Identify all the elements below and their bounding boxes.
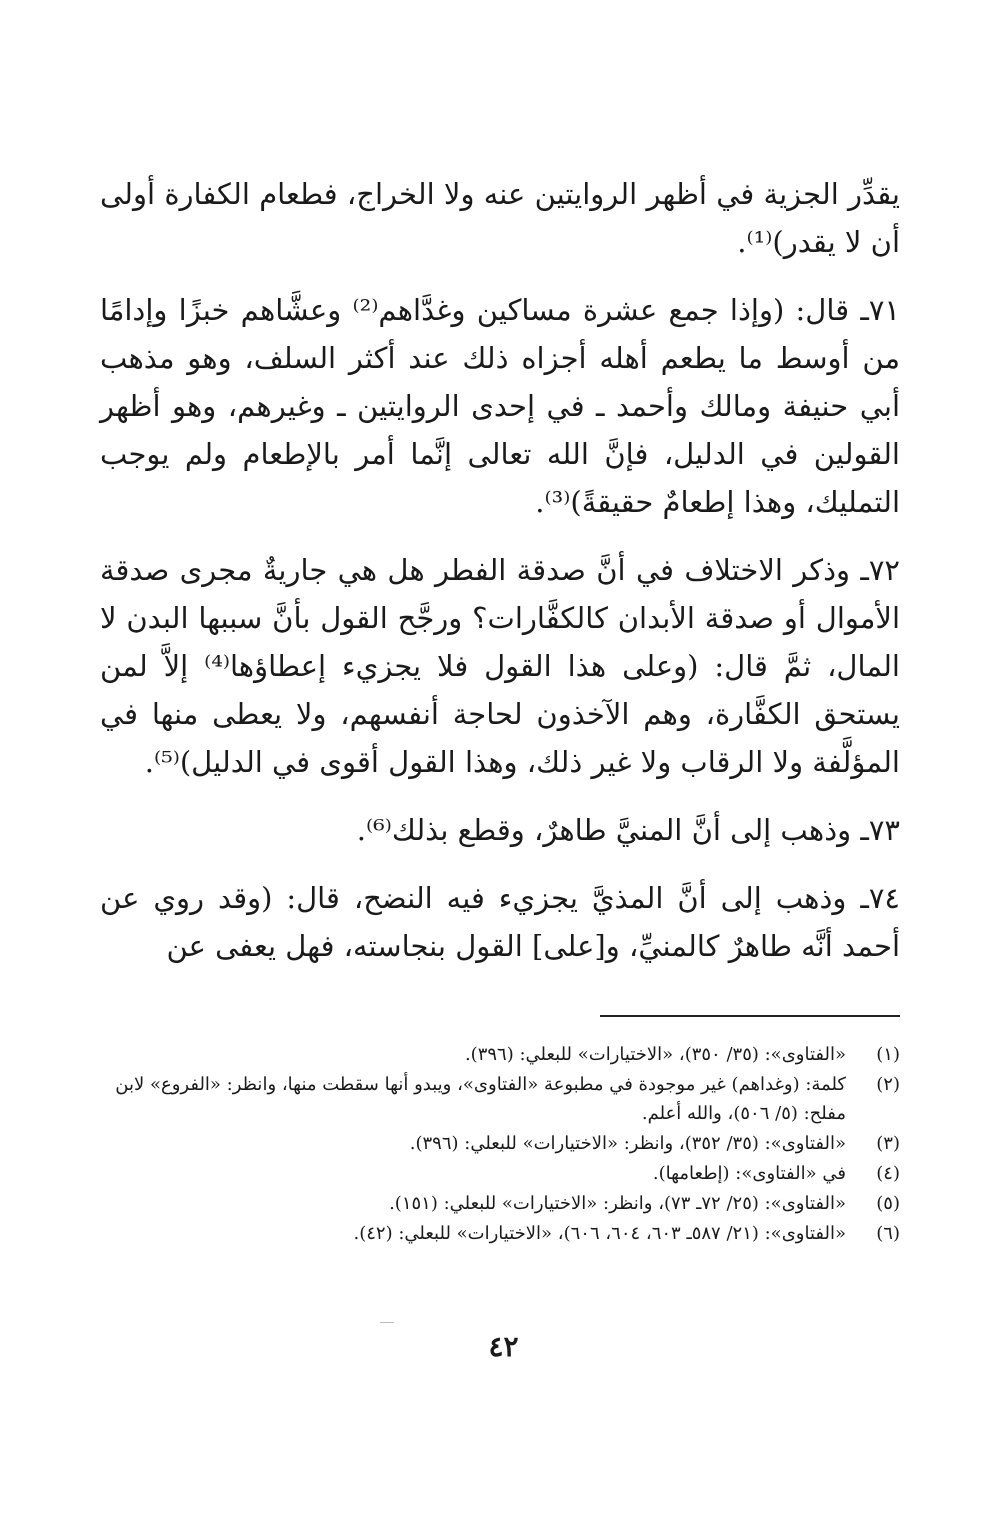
footnote-number: (١) — [876, 1044, 900, 1065]
footnote-text: في «الفتاوى»: (إطعامها). — [652, 1163, 846, 1184]
footnote-number: (٤) — [876, 1163, 900, 1184]
footnote-text: «الفتاوى»: (٣٥/ ٣٥٢)، وانظر: «الاختيارات» للبعلي: (٣٩٦). — [409, 1133, 846, 1154]
paragraph-continuation: يقدِّر الجزية في أظهر الروايتين عنه ولا الخراج، فطعام الكفارة أولى أن لا يقدر)⁽¹⁾. — [100, 177, 900, 259]
paragraph-73: ٧٣ـ وذهب إلى أنَّ المنيَّ طاهرٌ، وقطع بذلك⁽⁶⁾. — [356, 813, 900, 847]
footnote-4 — [100, 1159, 900, 1188]
footnote-2 — [100, 1070, 900, 1128]
paragraph-71: ٧١ـ قال: (وإذا جمع عشرة مساكين وغدَّاهم⁽²⁾ وعشَّاهم خبزًا وإدامًا من أوسط ما يطعم أهله أجزاه ذلك عند أكثر السلف، وهو مذهب أبي حنيفة ومالك وأحمد ـ في إحدى الروايتين ـ وغيرهم، وهو أظهر القولين في الدليل، فإنَّ الله تعالى إنَّما أمر بالإطعام ولم يوجب التمليك، وهذا إطعامٌ حقيقةً)⁽³⁾. — [100, 293, 900, 519]
footnote-number: (٣) — [876, 1133, 900, 1154]
footnote-number: (٥) — [876, 1193, 900, 1214]
footnote-text: كلمة: (وغداهم) غير موجودة في مطبوعة «الفتاوى»، ويبدو أنها سقطت منها، وانظر: «الفروع» لابن مفلح: (٥/ ٥٠٦)، والله أعلم. — [115, 1074, 846, 1124]
page-number: ٤٢ — [488, 1330, 519, 1363]
footnotes — [100, 1040, 900, 1249]
paragraph-74: ٧٤ـ وذهب إلى أنَّ المذيَّ يجزيء فيه النضح، قال: (وقد روي عن أحمد أنَّه طاهرٌ كالمنيِّ، و[على] القول بنجاسته، فهل يعفى عن — [100, 881, 900, 963]
footnote-6 — [100, 1219, 900, 1248]
footnote-text: «الفتاوى»: (٢١/ ٥٨٧ـ ٦٠٣، ٦٠٤، ٦٠٦)، «الاختيارات» للبعلي: (٤٢). — [353, 1223, 846, 1244]
footnote-3 — [100, 1129, 900, 1158]
scan-mark — [380, 1322, 394, 1323]
footnote-number: (٦) — [876, 1223, 900, 1244]
main-text — [100, 170, 900, 990]
footnote-1 — [100, 1040, 900, 1069]
paragraph-72: ٧٢ـ وذكر الاختلاف في أنَّ صدقة الفطر هل هي جاريةٌ مجرى صدقة الأموال أو صدقة الأبدان كالكفَّارات؟ ورجَّح القول بأنَّ سببها البدن لا المال، ثمَّ قال: (وعلى هذا القول فلا يجزيء إعطاؤها⁽⁴⁾ إلاَّ لمن يستحق الكفَّارة، وهم الآخذون لحاجة أنفسهم، ولا يعطى منها في المؤلَّفة ولا الرقاب ولا غير ذلك، وهذا القول أقوى في الدليل)⁽⁵⁾. — [100, 553, 900, 779]
footnote-text: «الفتاوى»: (٢٥/ ٧٢ـ ٧٣)، وانظر: «الاختيارات» للبعلي: (١٥١). — [389, 1193, 846, 1214]
footnote-5 — [100, 1189, 900, 1218]
footnote-divider — [600, 1015, 900, 1017]
footnote-number: (٢) — [876, 1074, 900, 1095]
footnote-text: «الفتاوى»: (٣٥/ ٣٥٠)، «الاختيارات» للبعلي: (٣٩٦). — [464, 1044, 846, 1065]
